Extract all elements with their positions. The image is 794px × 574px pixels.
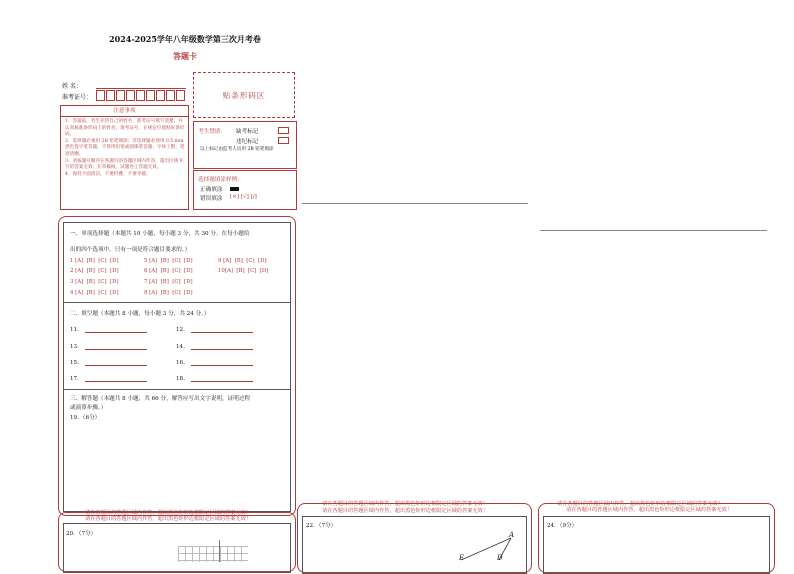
blank-number: 14.: [176, 344, 185, 350]
absent-checkbox[interactable]: [278, 127, 289, 134]
y-axis-line: [219, 540, 220, 562]
choice-row[interactable]: 9 [A] [B] [C] [D]: [218, 258, 267, 264]
warning-banner: 请在各题目的答题区域内作答，超出黑色矩形边框限定区域的答案无效！: [557, 501, 724, 507]
blank-12[interactable]: [176, 326, 253, 333]
id-cell[interactable]: [106, 90, 115, 101]
wrong-fill-marks: [×] [√] [/]: [230, 194, 257, 200]
page-title: 2024-2025学年八年级数学第三次月考卷: [109, 34, 261, 44]
notice-item: 4．保持卡面清洁，不要折叠、不要弄破。: [65, 171, 151, 177]
section1-heading: 一、单项选择题（本题共 10 小题，每小题 3 分，共 30 分。在每小题给: [70, 231, 250, 237]
blank-number: 16.: [176, 360, 185, 366]
candidate-box: [193, 121, 297, 169]
id-cell[interactable]: [136, 90, 145, 101]
notice-item: 2．选择题必须用 2B 铅笔填涂；非选择题必须用 0.5 mm 黑色签字笔答题，不得用铅笔或圆珠笔答题；字体工整、笔迹清晰。: [65, 138, 185, 157]
notice-list: [61, 117, 188, 178]
triangle-figure: [455, 530, 525, 562]
wrong-fill-label: 错误填涂: [200, 196, 223, 202]
blank-number: 12.: [176, 327, 185, 333]
answer-area-20[interactable]: [63, 523, 291, 573]
warning-banner: 请在各题目的答题区域内作答，超出黑色矩形边框限定区域的答案无效！: [85, 510, 252, 516]
question-24-panel: [538, 503, 775, 573]
candidate-label: 考生禁填：: [198, 129, 226, 135]
notice-box: [60, 105, 189, 210]
choice-row[interactable]: 7 [A] [B] [C] [D]: [144, 279, 193, 285]
blank-11[interactable]: [70, 326, 147, 333]
figure-label-a: A: [509, 531, 515, 539]
absent-label: 缺考标记: [236, 129, 259, 135]
barcode-label: 贴条形码区: [222, 91, 266, 100]
choice-row[interactable]: 3 [A] [B] [C] [D]: [70, 279, 119, 285]
blank-15[interactable]: [70, 359, 147, 366]
notice-title: 注意事项: [61, 106, 188, 117]
notice-item: 3．请按题号顺序在各题目的答题区域内作答，超出区域书写的答案无效；在草稿纸、试题卷上答题无效。: [65, 158, 183, 171]
answer-area-19[interactable]: [63, 420, 291, 508]
id-number-cells[interactable]: [96, 90, 186, 101]
warning-banner: 请在各题目的答题区域内作答，超出黑色矩形边框限定区域的答案无效！: [566, 507, 733, 513]
column-divider-line: [540, 230, 767, 231]
id-cell[interactable]: [176, 90, 185, 101]
choice-row[interactable]: 8 [A] [B] [C] [D]: [144, 290, 193, 296]
question-24-label: 24．（9分）: [547, 523, 578, 529]
blank-number: 17.: [70, 376, 79, 382]
question-19-label: 19．（6分）: [70, 415, 101, 421]
choice-row[interactable]: 10[A] [B] [C] [D]: [218, 268, 269, 274]
blank-number: 15.: [70, 360, 79, 366]
blank-18[interactable]: [176, 375, 253, 382]
section3-heading: 三、解答题（本题共 8 小题，共 66 分，解答应写出文字说明，证明过程: [70, 396, 251, 402]
id-label: 准考证号：: [62, 94, 93, 101]
fill-example-title: 选择题填涂样例：: [198, 177, 243, 183]
choice-row[interactable]: 6 [A] [B] [C] [D]: [144, 268, 193, 274]
id-cell[interactable]: [146, 90, 155, 101]
section2-heading: 二、填空题（本题共 8 小题，每小题 3 分，共 24 分。）: [70, 311, 210, 317]
grid-figure: [178, 546, 248, 562]
blank-17[interactable]: [70, 375, 147, 382]
blank-number: 11.: [70, 327, 79, 333]
choice-row[interactable]: 1 [A] [B] [C] [D]: [70, 258, 119, 264]
name-label: 姓 名：: [62, 83, 82, 90]
id-cell[interactable]: [156, 90, 165, 101]
choice-row[interactable]: 5 [A] [B] [C] [D]: [144, 258, 193, 264]
cheat-checkbox[interactable]: [278, 137, 289, 144]
question-22-label: 22．（7分）: [306, 523, 337, 529]
section-divider: [63, 389, 291, 390]
question-20-label: 20．（7分）: [66, 531, 97, 537]
id-cell[interactable]: [126, 90, 135, 101]
warning-banner: 请在各题目的答题区域内作答，超出黑色矩形边框限定区域的答案无效！: [322, 508, 489, 514]
candidate-note: 以上标记由监考人员用 2B 铅笔填涂: [200, 147, 274, 152]
choice-row[interactable]: 4 [A] [B] [C] [D]: [70, 290, 119, 296]
section-divider: [63, 302, 291, 303]
blank-number: 18.: [176, 376, 185, 382]
figure-label-d: D: [497, 554, 503, 562]
fill-example-box: [193, 170, 297, 210]
blank-16[interactable]: [176, 359, 253, 366]
correct-fill-mark: [230, 187, 239, 191]
warning-banner: 请在各题目的答题区域内作答，超出黑色矩形边框限定区域的答案无效！: [322, 501, 489, 507]
column-divider-line: [302, 203, 528, 204]
blank-number: 13.: [70, 344, 79, 350]
id-cell[interactable]: [166, 90, 175, 101]
section3-heading-cont: 或演算步骤。）: [70, 405, 107, 411]
choice-row[interactable]: 2 [A] [B] [C] [D]: [70, 268, 119, 274]
figure-label-e: E: [459, 554, 465, 562]
blank-14[interactable]: [176, 343, 253, 350]
id-cell[interactable]: [116, 90, 125, 101]
id-cell[interactable]: [96, 90, 105, 101]
question-20-panel: [58, 512, 296, 572]
notice-item: 1．答题前，考生先将自己的姓名、准考证号填写清楚，并认真核准条形码上的姓名、准考证号，在规定位置贴好条形码。: [65, 119, 185, 138]
cheat-label: 违纪标记: [236, 139, 259, 145]
page-subtitle: 答题卡: [173, 51, 197, 61]
blank-13[interactable]: [70, 343, 147, 350]
name-field[interactable]: [96, 88, 186, 89]
section1-heading-cont: 出的四个选项中，只有一项是符合题目要求的。）: [70, 247, 191, 253]
correct-fill-label: 正确填涂: [200, 187, 223, 193]
warning-banner: 请在各题目的答题区域内作答，超出黑色矩形边框限定区域的答案无效！: [85, 516, 252, 522]
barcode-area: [193, 72, 295, 118]
